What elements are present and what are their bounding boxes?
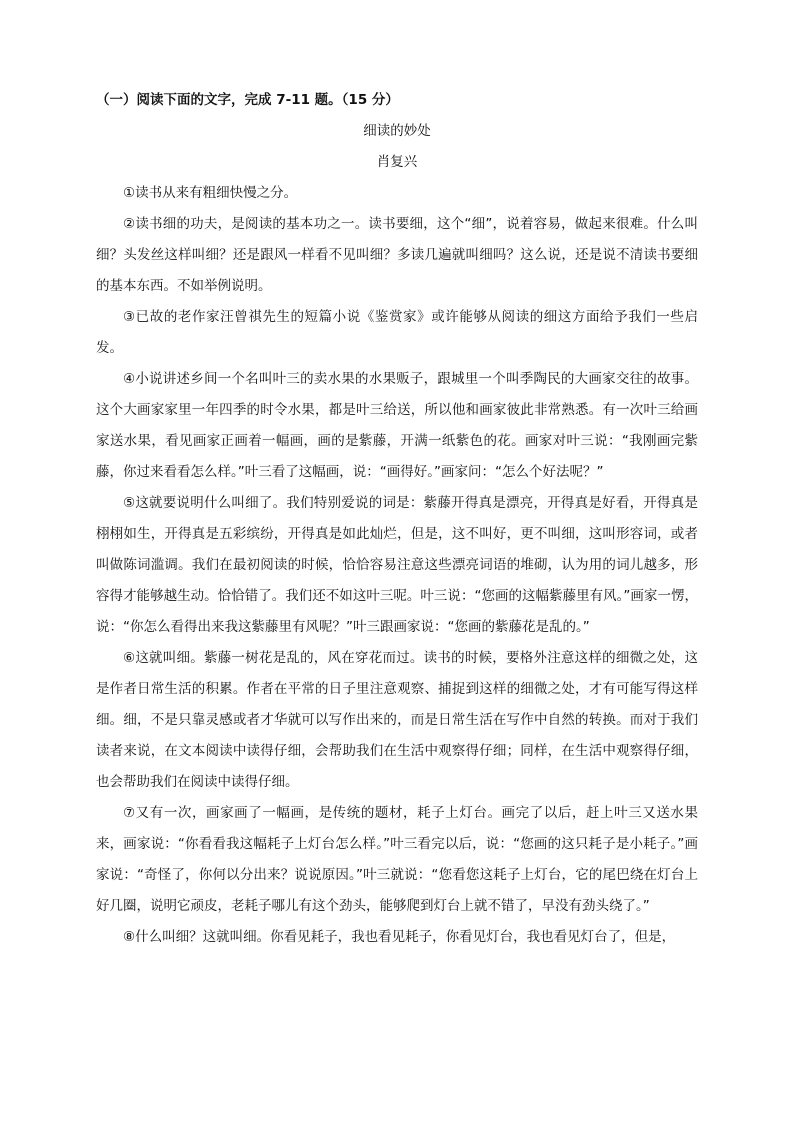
paragraph-3: ③已故的老作家汪曾祺先生的短篇小说《鉴赏家》或许能够从阅读的细这方面给予我们一些启发。 <box>96 309 698 356</box>
question-heading: （一）阅读下面的文字，完成 7-11 题。（15 分） <box>96 92 399 108</box>
paragraph-6: ⑥这就叫细。紫藤一树花是乱的，风在穿花而过。读书的时候，要格外注意这样的细微之处，这是作者日常生活的积累。作者在平常的日子里注意观察、捕捉到这样的细微之处，才有可能写得这样细。细，不是只靠灵感或者才华就可以写作出来的，而是日常生活在写作中自然的转换。而对于我们读者来说，在文本阅读中读得仔细，会帮助我们在生活中观察得仔细；同样，在生活中观察得仔细，也会帮助我们在阅读中读得仔细。 <box>96 650 698 790</box>
article-body <box>96 178 698 953</box>
paragraph-2: ②读书细的功夫，是阅读的基本功之一。读书要细，这个“细”，说着容易，做起来很难。什么叫细？头发丝这样叫细？还是跟风一样看不见叫细？多读几遍就叫细吗？这么说，还是说不清读书要细的基本东西。不如举例说明。 <box>96 216 698 294</box>
article-title: 细读的妙处 <box>363 123 431 139</box>
paragraph-4: ④小说讲述乡间一个名叫叶三的卖水果的水果贩子，跟城里一个叫季陶民的大画家交往的故事。这个大画家家里一年四季的时令水果，都是叶三给送，所以他和画家彼此非常熟悉。有一次叶三给画家送水果，看见画家正画着一幅画，画的是紫藤，开满一纸紫色的花。画家对叶三说：“我刚画完紫藤，你过来看看怎么样。”叶三看了这幅画，说：“画得好。”画家问：“怎么个好法呢？” <box>96 371 698 480</box>
paragraph-5: ⑤这就要说明什么叫细了。我们特别爱说的词是：紫藤开得真是漂亮，开得真是好看，开得真是栩栩如生，开得真是五彩缤纷，开得真是如此灿烂，但是，这不叫好，更不叫细，这叫形容词，或者叫做陈词滥调。我们在最初阅读的时候，恰恰容易注意这些漂亮词语的堆砌，认为用的词儿越多，形容得才能够越生动。恰恰错了。我们还不如这叶三呢。叶三说：“您画的这幅紫藤里有风。”画家一愣，说：“你怎么看得出来我这紫藤里有风呢？”叶三跟画家说：“您画的紫藤花是乱的。” <box>96 495 698 635</box>
paragraph-8: ⑧什么叫细？这就叫细。你看见耗子，我也看见耗子，你看见灯台，我也看见灯台了，但是， <box>123 929 676 945</box>
article-author: 肖复兴 <box>376 154 418 170</box>
paragraph-7: ⑦又有一次，画家画了一幅画，是传统的题材，耗子上灯台。画完了以后，赶上叶三又送水果来，画家说：“你看看我这幅耗子上灯台怎么样。”叶三看完以后，说：“您画的这只耗子是小耗子。”画家说：“奇怪了，你何以分出来？说说原因。”叶三就说：“您看您这耗子上灯台，它的尾巴绕在灯台上好几圈，说明它顽皮，老耗子哪儿有这个劲头，能够爬到灯台上就不错了，早没有劲头绕了。” <box>96 805 698 914</box>
paragraph-1: ①读书从来有粗细快慢之分。 <box>123 185 298 201</box>
